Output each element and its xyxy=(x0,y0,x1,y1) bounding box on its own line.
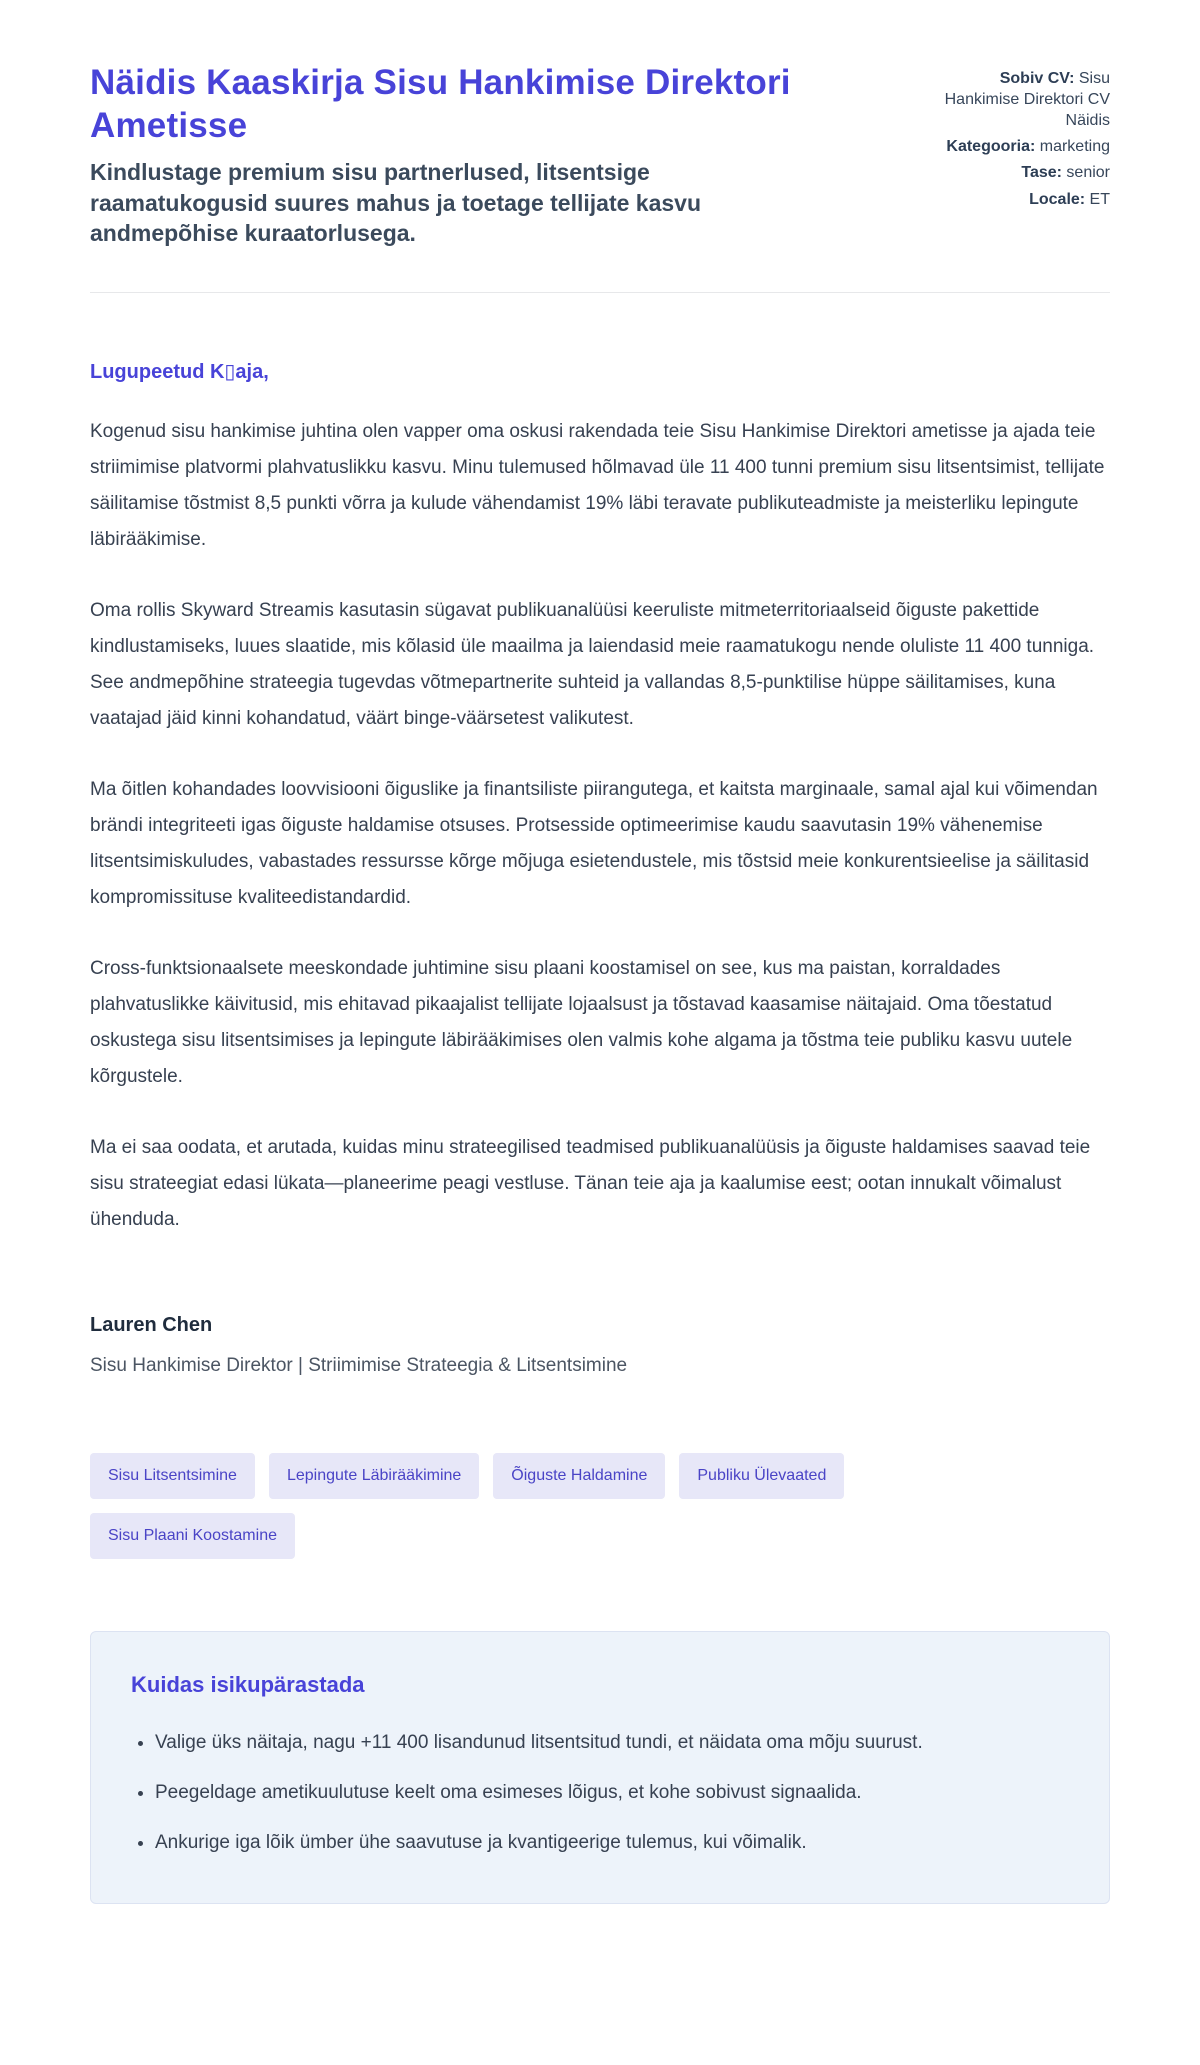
signature-role: Sisu Hankimise Direktor | Striimimise Strateegia & Litsentsimine xyxy=(90,1355,628,1377)
header-meta xyxy=(930,62,1110,215)
letter-body xyxy=(90,414,1110,1238)
meta-item: Locale: ET xyxy=(1029,190,1110,208)
tip-item: • Valige üks näitaja, nagu +11 400 lisandunud litsentsitud tundi, et näidata oma mõju suurust. xyxy=(155,1726,1069,1759)
skill-tag[interactable]: Lepingute Läbirääkimine xyxy=(269,1453,479,1499)
letter-paragraph: Kogenud sisu hankimise juhtina olen vapper oma oskusi rakendada teie Sisu Hankimise Direktori ametisse ja ajada teie striimimise platvormi plahvatuslikku kasvu. Minu tulemused hõlmavad üle 11 400 tunni premium sisu litsentsimist, tellijate säilitamise tõstmist 8,5 punkti võrra ja kulude vähendamist 19% läbi teravate publikuteadmiste ja meisterliku lepingute läbirääkimise. xyxy=(90,421,1105,551)
letter-paragraph: Ma ei saa oodata, et arutada, kuidas minu strateegilised teadmised publikuanalüüsis ja õiguste haldamises saavad teie sisu strateegiat edasi lükata—planeerime peagi vestluse. Tänan teie aja ja kaalumise eest; ootan innukalt võimalust ühenduda. xyxy=(90,1137,1091,1231)
skill-tag[interactable]: Sisu Plaani Koostamine xyxy=(90,1513,295,1559)
tip-item: • Peegeldage ametikuulutuse keelt oma esimeses lõigus, et kohe sobivust signaalida. xyxy=(155,1776,1069,1809)
page-subtitle: Kindlustage premium sisu partnerlused, litsentsige raamatukogusid suures mahus ja toetage tellijate kasvu andmepõhise kuraatorlusega. xyxy=(90,159,701,247)
meta-item: Sobiv CV: Sisu Hankimise Direktori CV Näidis xyxy=(944,70,1110,130)
tips-heading: Kuidas isikupärastada xyxy=(131,1672,365,1698)
letter-paragraph: Cross-funktsionaalsete meeskondade juhtimine sisu plaani koostamisel on see, kus ma paistan, korraldades plahvatuslikke käivitusid, mis ehitavad pikaajalist tellijate lojaalsust ja tõstavad kaasamise näitajaid. Oma tõestatud oskustega sisu litsentsimises ja lepingute läbirääkimises olen valmis kohe algama ja tõstma teie publiku kasvu uutele kõrgustele. xyxy=(90,958,1073,1088)
meta-label: Sobiv CV: xyxy=(999,70,1075,87)
meta-label: Tase: xyxy=(1021,164,1062,182)
header-title-block xyxy=(90,62,835,248)
signature-name: Lauren Chen xyxy=(90,1314,213,1337)
page-title: Näidis Kaaskirja Sisu Hankimise Direktori Ametisse xyxy=(90,63,791,145)
cover-letter-page xyxy=(90,0,1110,2065)
skill-tags xyxy=(90,1453,990,1559)
tip-item: • Ankurige iga lõik ümber ühe saavutuse ja kvantigeerige tulemus, kui võimalik. xyxy=(155,1826,1069,1859)
meta-item: Tase: senior xyxy=(1021,164,1110,182)
letter-paragraph: Ma õitlen kohandades loovvisiooni õiguslike ja finantsiliste piirangutega, et kaitsta marginaale, samal ajal kui võimendan brändi integriteeti igas õiguste haldamise otsuses. Protsesside optimeerimise kaudu saavutasin 19% vähenemise litsentsimiskuludes, vabastades ressursse kõrge mõjuga esietendustele, mis tõstsid meie konkurentsieelise ja säilitasid kompromissituse kvaliteedistandardid. xyxy=(90,779,1098,909)
tips-list xyxy=(131,1726,1069,1859)
page-header xyxy=(90,62,1110,248)
letter-greeting: Lugupeetud K▯aja, xyxy=(90,361,269,384)
letter-paragraph: Oma rollis Skyward Streamis kasutasin sügavat publikuanalüüsi keeruliste mitmeterritoriaalseid õiguste pakettide kindlustamiseks, luues slaatide, mis kõlasid üle maailma ja laiendasid meie raamatukogu nende oluliste 11 400 tunniga. See andmepõhine strateegia tugevdas võtmepartnerite suhteid ja vallandas 8,5-punktilise hüppe säilitamises, kuna vaatajad jäid kinni kohandatud, väärt binge-väärsetest valikutest. xyxy=(90,600,1095,730)
personalization-tips-box xyxy=(90,1631,1110,1904)
meta-label: Locale: xyxy=(1029,190,1086,208)
skill-tag[interactable]: Õiguste Haldamine xyxy=(493,1453,665,1499)
skill-tag[interactable]: Publiku Ülevaated xyxy=(679,1453,844,1499)
skill-tag[interactable]: Sisu Litsentsimine xyxy=(90,1453,255,1499)
header-divider xyxy=(90,292,1110,293)
meta-label: Kategooria: xyxy=(946,138,1036,156)
meta-item: Kategooria: marketing xyxy=(946,138,1110,156)
